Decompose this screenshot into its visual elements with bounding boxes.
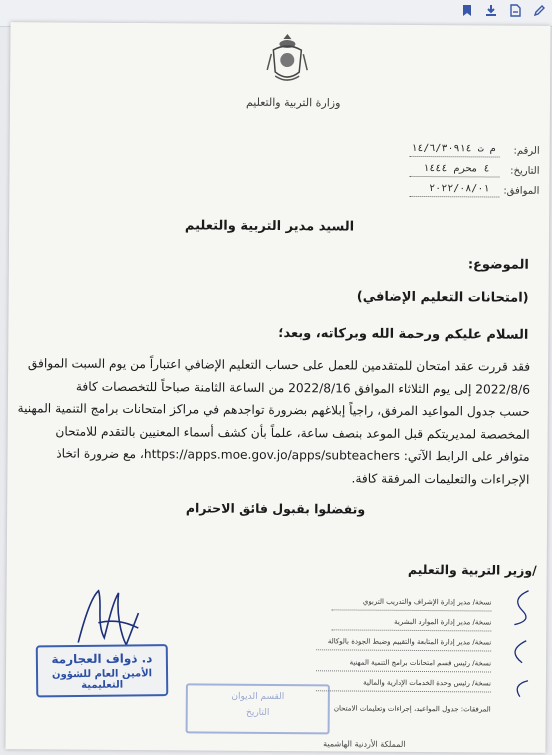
cc-item: نسخة/ مدير إدارة المتابعة والتقييم وضبط الجودة بالوكالة <box>327 637 492 647</box>
ministry-name: وزارة التربية والتعليم <box>245 95 341 110</box>
attachments: المرفقات: جدول المواعيد، إجراءات وتعليمات الامتحان <box>333 704 491 714</box>
cc-item: نسخة/ مدير إدارة الموارد البشرية <box>394 617 492 627</box>
hijri-date: ٤ محرم ١٤٤٤ <box>423 163 490 175</box>
cc-underline <box>331 609 491 611</box>
letter-page <box>5 22 550 753</box>
corresponding-label: الموافق: <box>503 185 540 197</box>
footer-text: المملكة الأردنية الهاشمية <box>323 739 406 749</box>
registry-stamp-line1: القسم الديوان <box>231 691 285 703</box>
body-line: فقد قررت عقد امتحان للمتقدمين للعمل على حساب التعليم الإضافي اعتباراً من يوم السبت الموافق <box>27 356 531 374</box>
cc-underline <box>316 670 491 672</box>
download-icon[interactable] <box>482 4 500 22</box>
closing: وتفضلوا بقبول فائق الاحترام <box>185 500 366 517</box>
initials-icon <box>498 581 539 711</box>
body-line: المخصصة لمديريتكم قبل الموعد بنصف ساعة، علماً بأن كشف أسماء المعنيين بالتقدم للامتحان <box>55 423 530 442</box>
body-line-with-link: متوافر على الرابط الآتي: https://apps.moe.gov.jo/apps/subteachers، مع ضرورة اتخاذ <box>56 446 530 464</box>
signature-icon <box>68 583 158 654</box>
reference-number-label: الرقم: <box>513 145 540 157</box>
jordan-coat-of-arms-icon <box>265 32 309 86</box>
corresponding-underline <box>409 196 499 198</box>
subject: (امتحانات التعليم الإضافي) <box>356 289 529 306</box>
registry-stamp <box>186 683 330 734</box>
greeting: السلام عليكم ورحمة الله وبركاته، وبعد؛ <box>278 326 529 343</box>
date-label: التاريخ: <box>510 165 540 177</box>
pdf-icon[interactable] <box>506 4 524 22</box>
subject-label: الموضوع: <box>467 257 529 273</box>
cc-underline <box>331 629 491 631</box>
registry-stamp-line2: التاريخ <box>246 707 270 718</box>
edit-icon[interactable] <box>530 4 548 22</box>
cc-item: نسخة/ مدير إدارة الإشراف والتدريب التربوي <box>362 597 492 607</box>
cc-item: نسخة/ رئيس قسم امتحانات برامج التنمية المهنية <box>349 658 492 668</box>
stamp-title: الأمين العام للشؤون التعليمية <box>51 668 153 691</box>
bookmark-icon[interactable] <box>458 4 476 22</box>
letter-body <box>17 352 531 490</box>
cc-underline <box>316 649 491 651</box>
addressee: السيد مدير التربية والتعليم <box>184 218 355 235</box>
gregorian-date: ٢٠٢٢/٠٨/٠١ <box>429 183 490 195</box>
body-line: 2022/8/6 إلى يوم الثلاثاء الموافق 2022/8/16 من الساعة الثامنة صباحاً للتخصصات كافة <box>75 379 531 397</box>
reference-number: م ت ١٤/٦/٣٠٩١٤ <box>411 142 496 155</box>
signer-title: /وزير التربية والتعليم <box>407 561 537 578</box>
official-stamp <box>36 644 169 697</box>
body-line: حسب جدول المواعيد المرفق، راجياً إبلاغهم بضرورة تواجدهم في مراكز امتحانات برامج التنمية المهنية <box>17 401 530 419</box>
cc-underline <box>316 690 491 692</box>
stamp-name: د. ذواف العجارمة <box>51 651 153 667</box>
date-underline <box>409 176 499 178</box>
cc-item: نسخة/ رئيس وحدة الخدمات الإدارية والمالية <box>363 678 491 688</box>
body-line: الإجراءات والتعليمات المرفقة كافة. <box>351 471 530 487</box>
reference-underline <box>410 156 500 158</box>
